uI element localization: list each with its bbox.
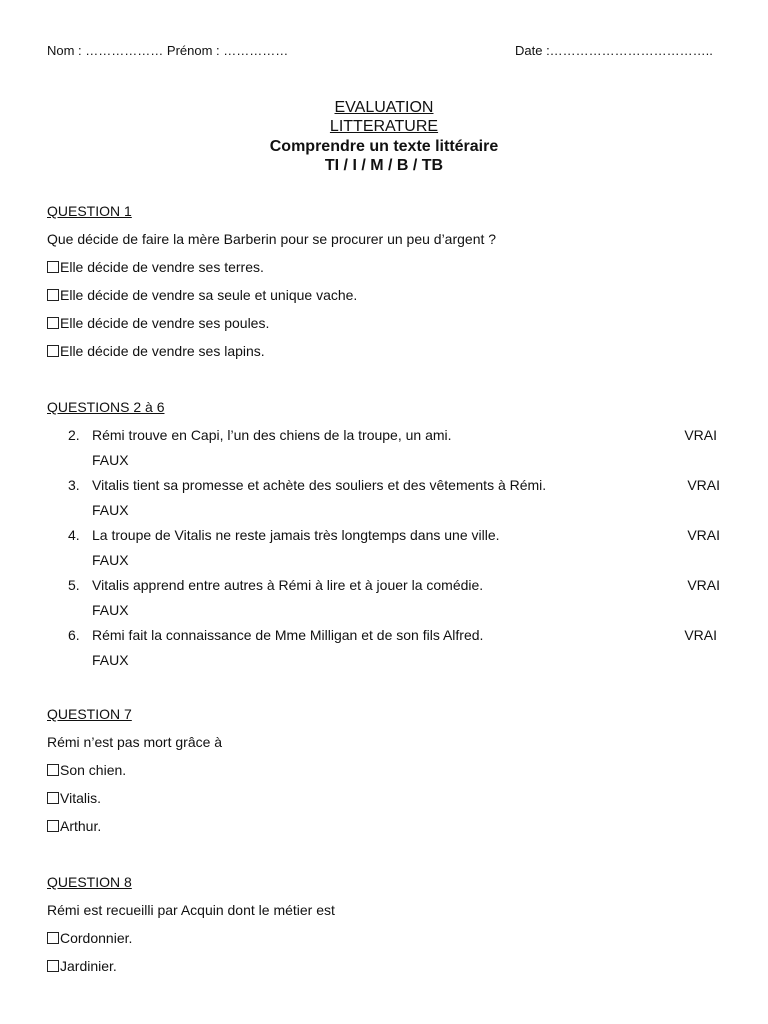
title-subject: Comprendre un texte littéraire [269,138,499,155]
item-statement: Vitalis tient sa promesse et achète des souliers et des vêtements à Rémi. [92,477,547,493]
vrai-option[interactable]: VRAI [687,527,720,543]
true-false-item [0,427,768,477]
item-statement: La troupe de Vitalis ne reste jamais très longtemps dans une ville. [92,527,500,543]
title-evaluation: EVALUATION [334,99,434,116]
vrai-option[interactable]: VRAI [687,577,720,593]
question-1-option[interactable] [47,315,269,331]
checkbox[interactable] [47,261,59,273]
title-grading-scale: TI / I / M / B / TB [324,157,444,174]
true-false-item [0,527,768,577]
checkbox[interactable] [47,289,59,301]
question-8-option[interactable] [47,958,117,974]
faux-option[interactable]: FAUX [92,502,129,518]
checkbox[interactable] [47,820,59,832]
option-label: Elle décide de vendre ses terres. [60,259,264,275]
name-prenom-line: Nom : ……………… Prénom : …………… [47,43,289,58]
vrai-option[interactable]: VRAI [687,477,720,493]
question-8-option[interactable] [47,930,132,946]
question-8-prompt: Rémi est recueilli par Acquin dont le métier est [47,902,335,918]
option-label: Elle décide de vendre sa seule et unique vache. [60,287,358,303]
question-7-option[interactable] [47,818,101,834]
vrai-option[interactable]: VRAI [684,627,717,643]
true-false-item [0,477,768,527]
faux-option[interactable]: FAUX [92,602,129,618]
faux-option[interactable]: FAUX [92,552,129,568]
date-line: Date :……………………………….. [515,43,713,58]
question-1-option[interactable] [47,287,357,303]
true-false-item [0,627,768,677]
title-litterature: LITTERATURE [329,118,439,135]
faux-option[interactable]: FAUX [92,652,129,668]
questions-2-6-heading: QUESTIONS 2 à 6 [47,399,165,415]
item-statement: Rémi trouve en Capi, l’un des chiens de la troupe, un ami. [92,427,452,443]
item-number: 2. [68,427,80,443]
true-false-item [0,577,768,627]
checkbox[interactable] [47,317,59,329]
faux-option[interactable]: FAUX [92,452,129,468]
option-label: Cordonnier. [60,930,133,946]
item-number: 6. [68,627,80,643]
item-number: 5. [68,577,80,593]
checkbox[interactable] [47,764,59,776]
item-statement: Rémi fait la connaissance de Mme Milligan et de son fils Alfred. [92,627,484,643]
question-1-heading: QUESTION 1 [47,203,132,219]
question-7-heading: QUESTION 7 [47,706,132,722]
question-7-prompt: Rémi n’est pas mort grâce à [47,734,223,750]
checkbox[interactable] [47,345,59,357]
item-number: 3. [68,477,80,493]
option-label: Elle décide de vendre ses poules. [60,315,270,331]
question-7-option[interactable] [47,790,101,806]
checkbox[interactable] [47,960,59,972]
option-label: Jardinier. [60,958,117,974]
item-statement: Vitalis apprend entre autres à Rémi à lire et à jouer la comédie. [92,577,484,593]
option-label: Arthur. [60,818,102,834]
option-label: Vitalis. [60,790,101,806]
question-1-option[interactable] [47,343,265,359]
item-number: 4. [68,527,80,543]
question-1-prompt: Que décide de faire la mère Barberin pour se procurer un peu d’argent ? [47,231,497,247]
question-8-heading: QUESTION 8 [47,874,132,890]
question-7-option[interactable] [47,762,126,778]
vrai-option[interactable]: VRAI [684,427,717,443]
checkbox[interactable] [47,792,59,804]
question-1-option[interactable] [47,259,264,275]
checkbox[interactable] [47,932,59,944]
option-label: Son chien. [60,762,127,778]
option-label: Elle décide de vendre ses lapins. [60,343,265,359]
